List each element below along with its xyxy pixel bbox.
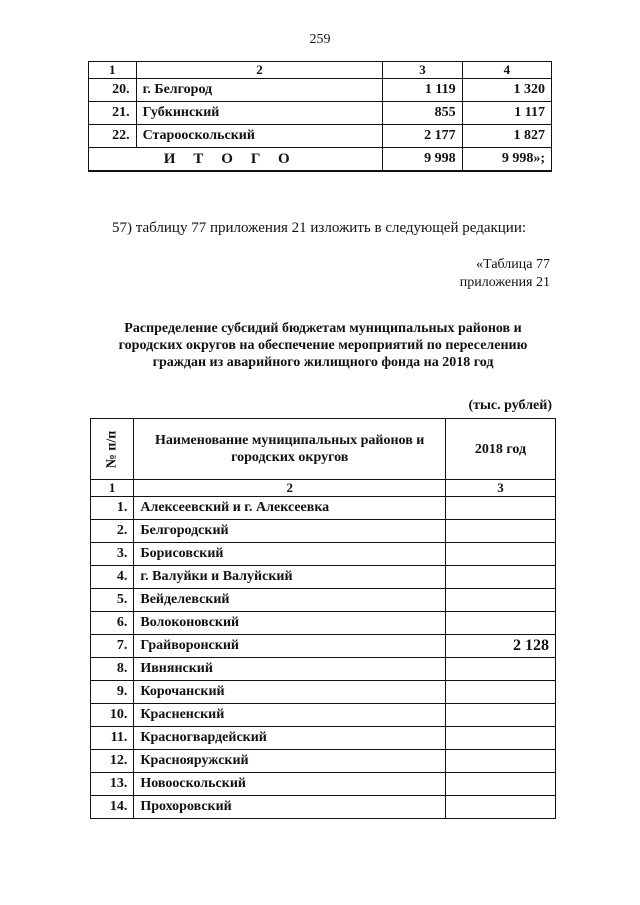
colnum-3: 3 xyxy=(446,480,556,497)
row-name: Красногвардейский xyxy=(134,727,446,750)
row-value xyxy=(446,773,556,796)
row-name: г. Валуйки и Валуйский xyxy=(134,566,446,589)
table-row xyxy=(91,704,556,727)
row-value xyxy=(446,497,556,520)
row-name: Алексеевский и г. Алексеевка xyxy=(134,497,446,520)
row-number: 4. xyxy=(91,566,134,589)
table-row xyxy=(91,566,556,589)
subsidy-table xyxy=(90,418,556,819)
page-number: 259 xyxy=(309,32,331,47)
table-row xyxy=(91,497,556,520)
head-col-name: Наименование муниципальных районов и городских округов xyxy=(134,419,446,480)
row-value-3: 1 119 xyxy=(383,79,462,102)
top-header-col2: 2 xyxy=(136,62,383,79)
row-number: 6. xyxy=(91,612,134,635)
row-value xyxy=(446,589,556,612)
row-number: 1. xyxy=(91,497,134,520)
row-number: 9. xyxy=(91,681,134,704)
row-number: 10. xyxy=(91,704,134,727)
table-row xyxy=(91,796,556,819)
row-name: Старооскольский xyxy=(136,125,383,148)
row-value: 2 128 xyxy=(446,635,556,658)
top-table-header-row xyxy=(89,62,552,79)
table-reference-line1: «Таблица 77 xyxy=(476,257,550,272)
title-line2: городских округов на обеспечение мероприятий по переселению xyxy=(118,338,528,353)
row-name: Красненский xyxy=(134,704,446,727)
row-number: 12. xyxy=(91,750,134,773)
row-number: 3. xyxy=(91,543,134,566)
table-row xyxy=(91,635,556,658)
top-header-col1: 1 xyxy=(89,62,137,79)
row-value xyxy=(446,520,556,543)
table-row xyxy=(89,79,552,102)
row-value xyxy=(446,681,556,704)
row-name: Борисовский xyxy=(134,543,446,566)
row-value xyxy=(446,704,556,727)
table-row xyxy=(89,125,552,148)
table-reference xyxy=(460,256,550,292)
table-row xyxy=(91,589,556,612)
row-value xyxy=(446,727,556,750)
top-header-col4: 4 xyxy=(462,62,551,79)
row-number: 7. xyxy=(91,635,134,658)
table-row xyxy=(91,658,556,681)
colnum-1: 1 xyxy=(91,480,134,497)
table-row xyxy=(91,750,556,773)
head-col-number-text: № п/п xyxy=(104,430,120,468)
total-label: ИТОГО xyxy=(89,148,383,172)
row-value xyxy=(446,612,556,635)
row-number: 2. xyxy=(91,520,134,543)
total-row xyxy=(89,148,552,172)
top-header-col3: 3 xyxy=(383,62,462,79)
row-value-4: 1 117 xyxy=(462,102,551,125)
row-number: 22. xyxy=(89,125,137,148)
table-row xyxy=(89,102,552,125)
units-label: (тыс. рублей) xyxy=(468,398,552,413)
row-name: Новооскольский xyxy=(134,773,446,796)
colnum-2: 2 xyxy=(134,480,446,497)
row-name: Волоконовский xyxy=(134,612,446,635)
column-number-row xyxy=(91,480,556,497)
row-name: Вейделевский xyxy=(134,589,446,612)
table-row xyxy=(91,773,556,796)
row-value xyxy=(446,566,556,589)
row-number: 20. xyxy=(89,79,137,102)
table-row xyxy=(91,681,556,704)
row-name: Корочанский xyxy=(134,681,446,704)
row-number: 5. xyxy=(91,589,134,612)
table-row xyxy=(91,612,556,635)
table-reference-line2: приложения 21 xyxy=(459,275,550,290)
top-table xyxy=(88,61,552,172)
row-value-4: 1 827 xyxy=(462,125,551,148)
row-name: Краснояружский xyxy=(134,750,446,773)
total-value-4: 9 998»; xyxy=(462,148,551,172)
row-number: 8. xyxy=(91,658,134,681)
row-name: Белгородский xyxy=(134,520,446,543)
row-value-3: 855 xyxy=(383,102,462,125)
row-name: Грайворонский xyxy=(134,635,446,658)
table-row xyxy=(91,520,556,543)
document-title xyxy=(90,320,556,371)
head-col-year: 2018 год xyxy=(446,419,556,480)
row-value-3: 2 177 xyxy=(383,125,462,148)
title-line1: Распределение субсидий бюджетам муниципальных районов и xyxy=(124,321,522,336)
row-value xyxy=(446,750,556,773)
table-row xyxy=(91,543,556,566)
row-name: г. Белгород xyxy=(136,79,383,102)
row-name: Ивнянский xyxy=(134,658,446,681)
title-line3: граждан из аварийного жилищного фонда на 2018 год xyxy=(152,355,494,370)
row-value xyxy=(446,658,556,681)
row-number: 13. xyxy=(91,773,134,796)
subsidy-table-head xyxy=(91,419,556,480)
row-name: Прохоровский xyxy=(134,796,446,819)
instruction-text: 57) таблицу 77 приложения 21 изложить в следующей редакции: xyxy=(112,220,527,236)
row-name: Губкинский xyxy=(136,102,383,125)
row-number: 21. xyxy=(89,102,137,125)
head-col-number xyxy=(91,419,134,480)
row-value-4: 1 320 xyxy=(462,79,551,102)
table-row xyxy=(91,727,556,750)
row-value xyxy=(446,543,556,566)
row-number: 14. xyxy=(91,796,134,819)
row-value xyxy=(446,796,556,819)
total-value-3: 9 998 xyxy=(383,148,462,172)
row-number: 11. xyxy=(91,727,134,750)
